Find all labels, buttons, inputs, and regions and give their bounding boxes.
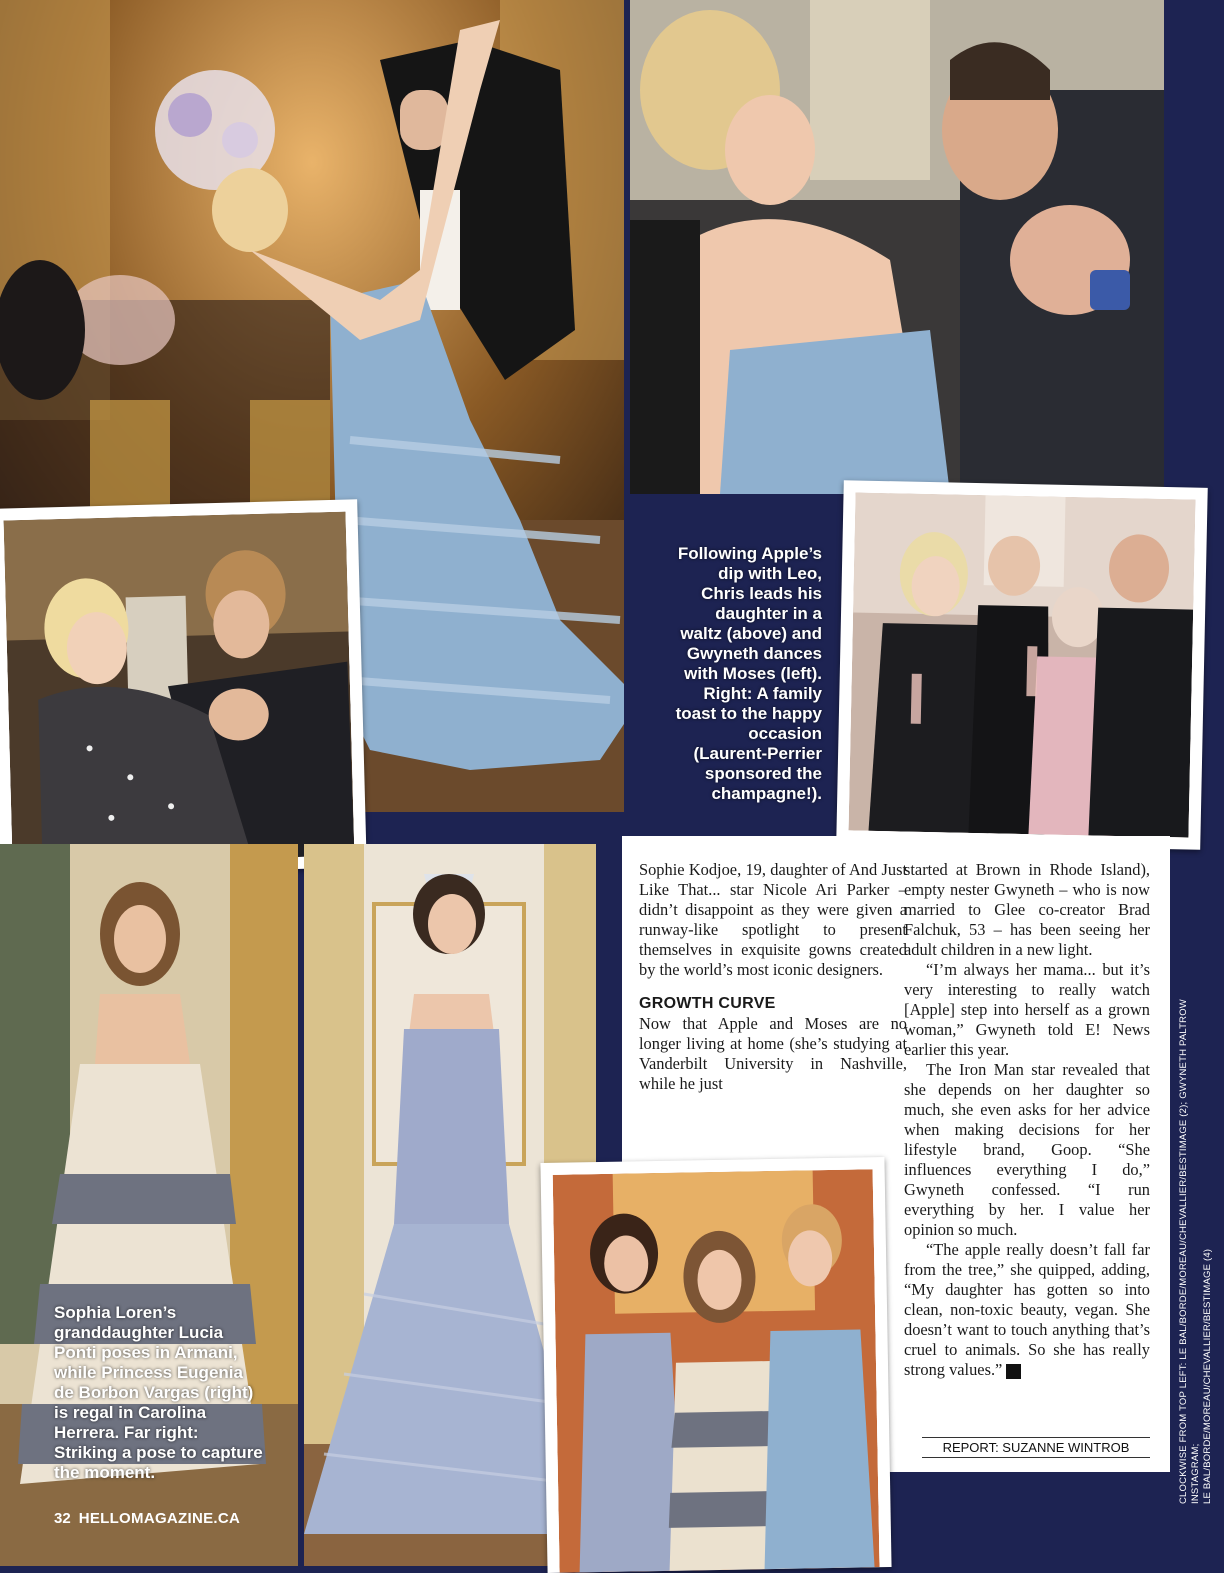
photo-credit-line: CLOCKWISE FROM TOP LEFT: LE BAL/BORDE/MOREAU/CHEVALLIER/BESTIMAGE (2); GWYNETH PALTROW INSTAGRAM; — [1178, 999, 1201, 1504]
article-subhead: GROWTH CURVE — [639, 995, 776, 1012]
three-debutantes-photo — [540, 1157, 891, 1573]
page-number: 32 — [54, 1510, 71, 1527]
photo-credits — [1178, 944, 1214, 1504]
page-footer — [54, 1510, 240, 1527]
article-paragraph: “I’m always her mama... but it’s very interesting to really watch [Apple] step into herself as a grown woman,” Gwyneth told E! News earlier this year. — [904, 960, 1150, 1059]
article-paragraph — [904, 1240, 1150, 1380]
end-mark-icon: H — [1006, 1364, 1021, 1379]
article-paragraph-text: “The apple really doesn’t fall far from the tree,” she quipped, adding, “My daughter has gotten so into clean, non-toxic beauty, vegan. She doesn’t want to touch anything that’s cruel to animals. So she has really strong values.” — [904, 1240, 1150, 1379]
article-paragraph: Sophie Kodjoe, 19, daughter of And Just Like That... star Nicole Ari Parker – didn’t disappoint as they were given a runway-like spotlight to present themselves in exquisite gowns created by the world’s most iconic designers. — [639, 860, 907, 979]
dance-photo-right — [630, 0, 1164, 494]
waltz-caption: Following Apple’s dip with Leo, Chris leads his daughter in a waltz (above) and Gwyneth dances with Moses (left). Right: A family toast to the happy occasion (Laurent-Perrier sponsored the champagne!). — [675, 544, 822, 803]
article-column-1 — [639, 860, 907, 1094]
family-toast-photo — [836, 480, 1208, 850]
photo-credit-line: LE BAL/BORDE/MOREAU/CHEVALLIER/BESTIMAGE (4) — [1202, 1248, 1213, 1504]
magazine-url: HELLOMAGAZINE.CA — [78, 1510, 241, 1527]
article-paragraph: Now that Apple and Moses are no longer living at home (she’s studying at Vanderbilt University in Nashville, while he just — [639, 1014, 907, 1093]
portraits-caption: Sophia Loren’s granddaughter Lucia Ponti poses in Armani, while Princess Eugenia de Borbon Vargas (right) is regal in Carolina Herrera. Far right: Striking a pose to capture the moment. — [54, 1303, 263, 1482]
report-byline: REPORT: SUZANNE WINTROB — [922, 1437, 1150, 1458]
article-paragraph: The Iron Man star revealed that she depends on her daughter so much, she even asks for her advice when making decisions for her lifestyle brand, Goop. “She influences everything I do,” Gwyneth confessed. “I run everything by her. I value her opinion so much. — [904, 1060, 1150, 1239]
gwyneth-moses-photo — [0, 499, 367, 876]
article-paragraph: started at Brown in Rhode Island), empty nester Gwyneth – who is now married to Glee co-creator Brad Falchuk, 53 – has been seeing her adult children in a new light. — [904, 860, 1150, 959]
article-column-2 — [904, 860, 1150, 1380]
